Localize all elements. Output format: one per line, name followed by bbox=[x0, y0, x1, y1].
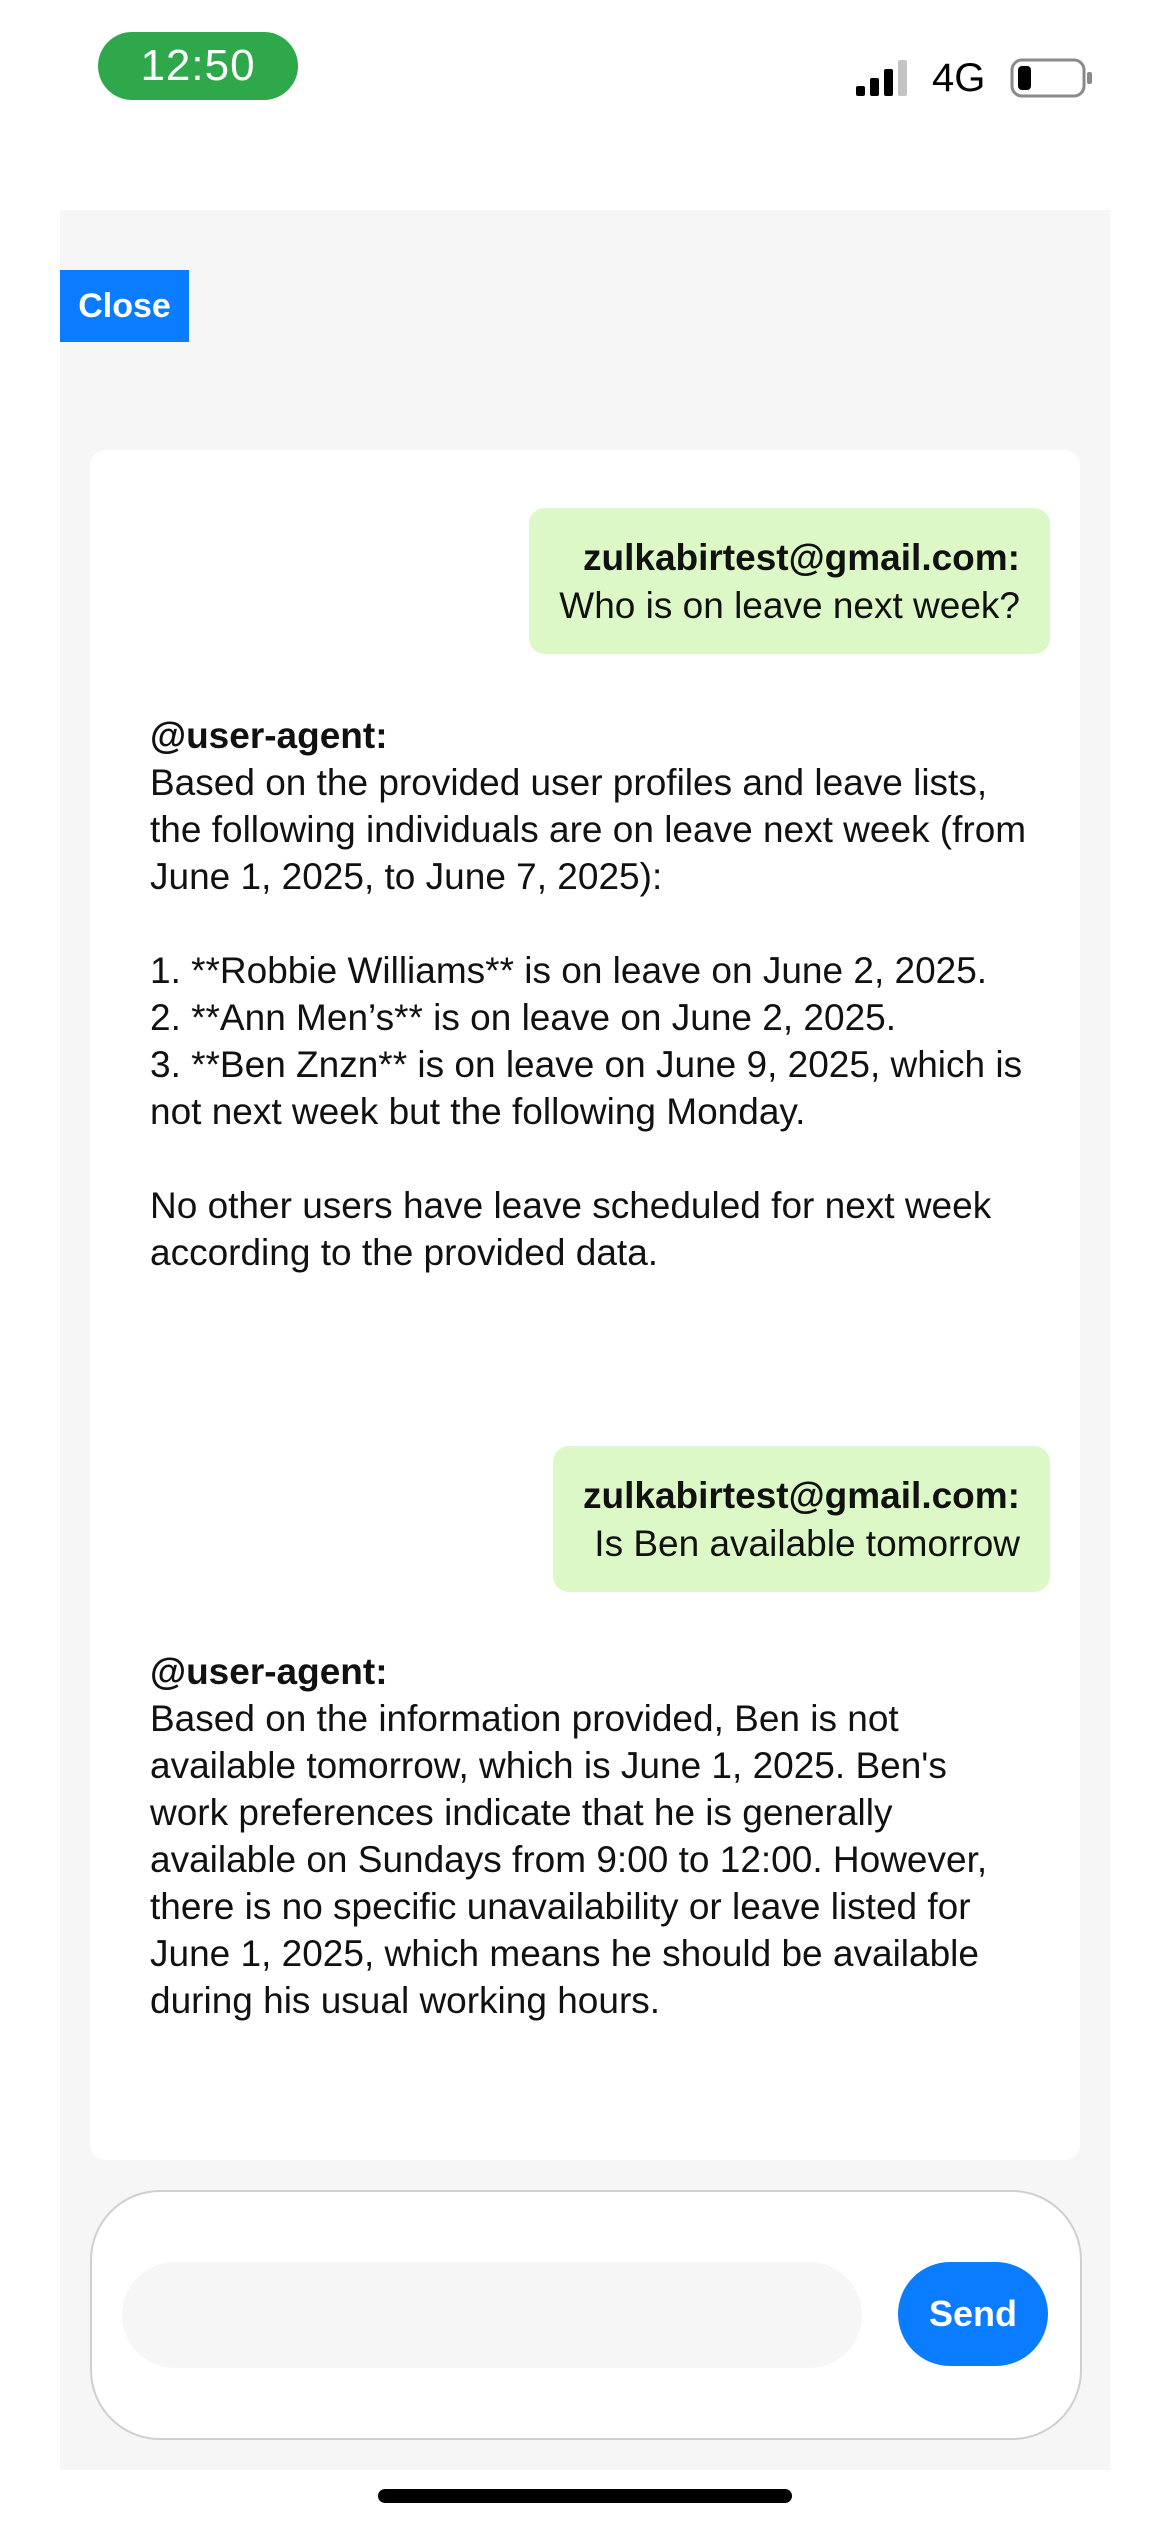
status-bar bbox=[0, 0, 1170, 140]
message-sender: zulkabirtest@gmail.com: bbox=[582, 1475, 1020, 1516]
status-time: 12:50 bbox=[98, 32, 298, 100]
signal-icon bbox=[854, 58, 914, 98]
agent-message bbox=[150, 712, 1030, 1276]
message-sender: @user-agent: bbox=[150, 715, 388, 756]
network-label: 4G bbox=[932, 56, 986, 100]
user-message bbox=[553, 1446, 1050, 1592]
message-text: Who is on leave next week? bbox=[559, 585, 1020, 626]
send-button[interactable]: Send bbox=[898, 2262, 1048, 2366]
agent-message bbox=[150, 1648, 1030, 2024]
message-sender: @user-agent: bbox=[150, 1651, 388, 1692]
close-button[interactable]: Close bbox=[60, 270, 189, 342]
message-text: Is Ben available tomorrow bbox=[594, 1523, 1020, 1564]
message-input[interactable] bbox=[122, 2262, 862, 2368]
user-message bbox=[529, 508, 1050, 654]
message-text: Based on the provided user profiles and leave lists, the following individuals are on leave next week (from June 1, 2025, to June 7, 2025): 1. **Robbie Williams** is on leave on June 2, 2025. 2. **Ann Men’s** is on leave on June 2, 2025. 3. **Ben Znzn** is on leave on June 9, 2025, which is not next week but the following Monday. No other users have leave scheduled for next week according to the provided data. bbox=[150, 762, 1027, 1273]
battery-icon bbox=[1010, 58, 1094, 98]
message-text: Based on the information provided, Ben is not available tomorrow, which is June 1, 2025. Ben's work preferences indicate that he is generally available on Sundays from 9:00 to 12:00. However, there is no specific unavailability or leave listed for June 1, 2025, which means he should be available during his usual working hours. bbox=[150, 1698, 998, 2021]
chat-modal bbox=[60, 210, 1110, 2470]
message-composer bbox=[90, 2190, 1082, 2440]
message-sender: zulkabirtest@gmail.com: bbox=[582, 537, 1020, 578]
chat-history[interactable] bbox=[90, 450, 1080, 2160]
home-indicator[interactable] bbox=[378, 2489, 792, 2503]
